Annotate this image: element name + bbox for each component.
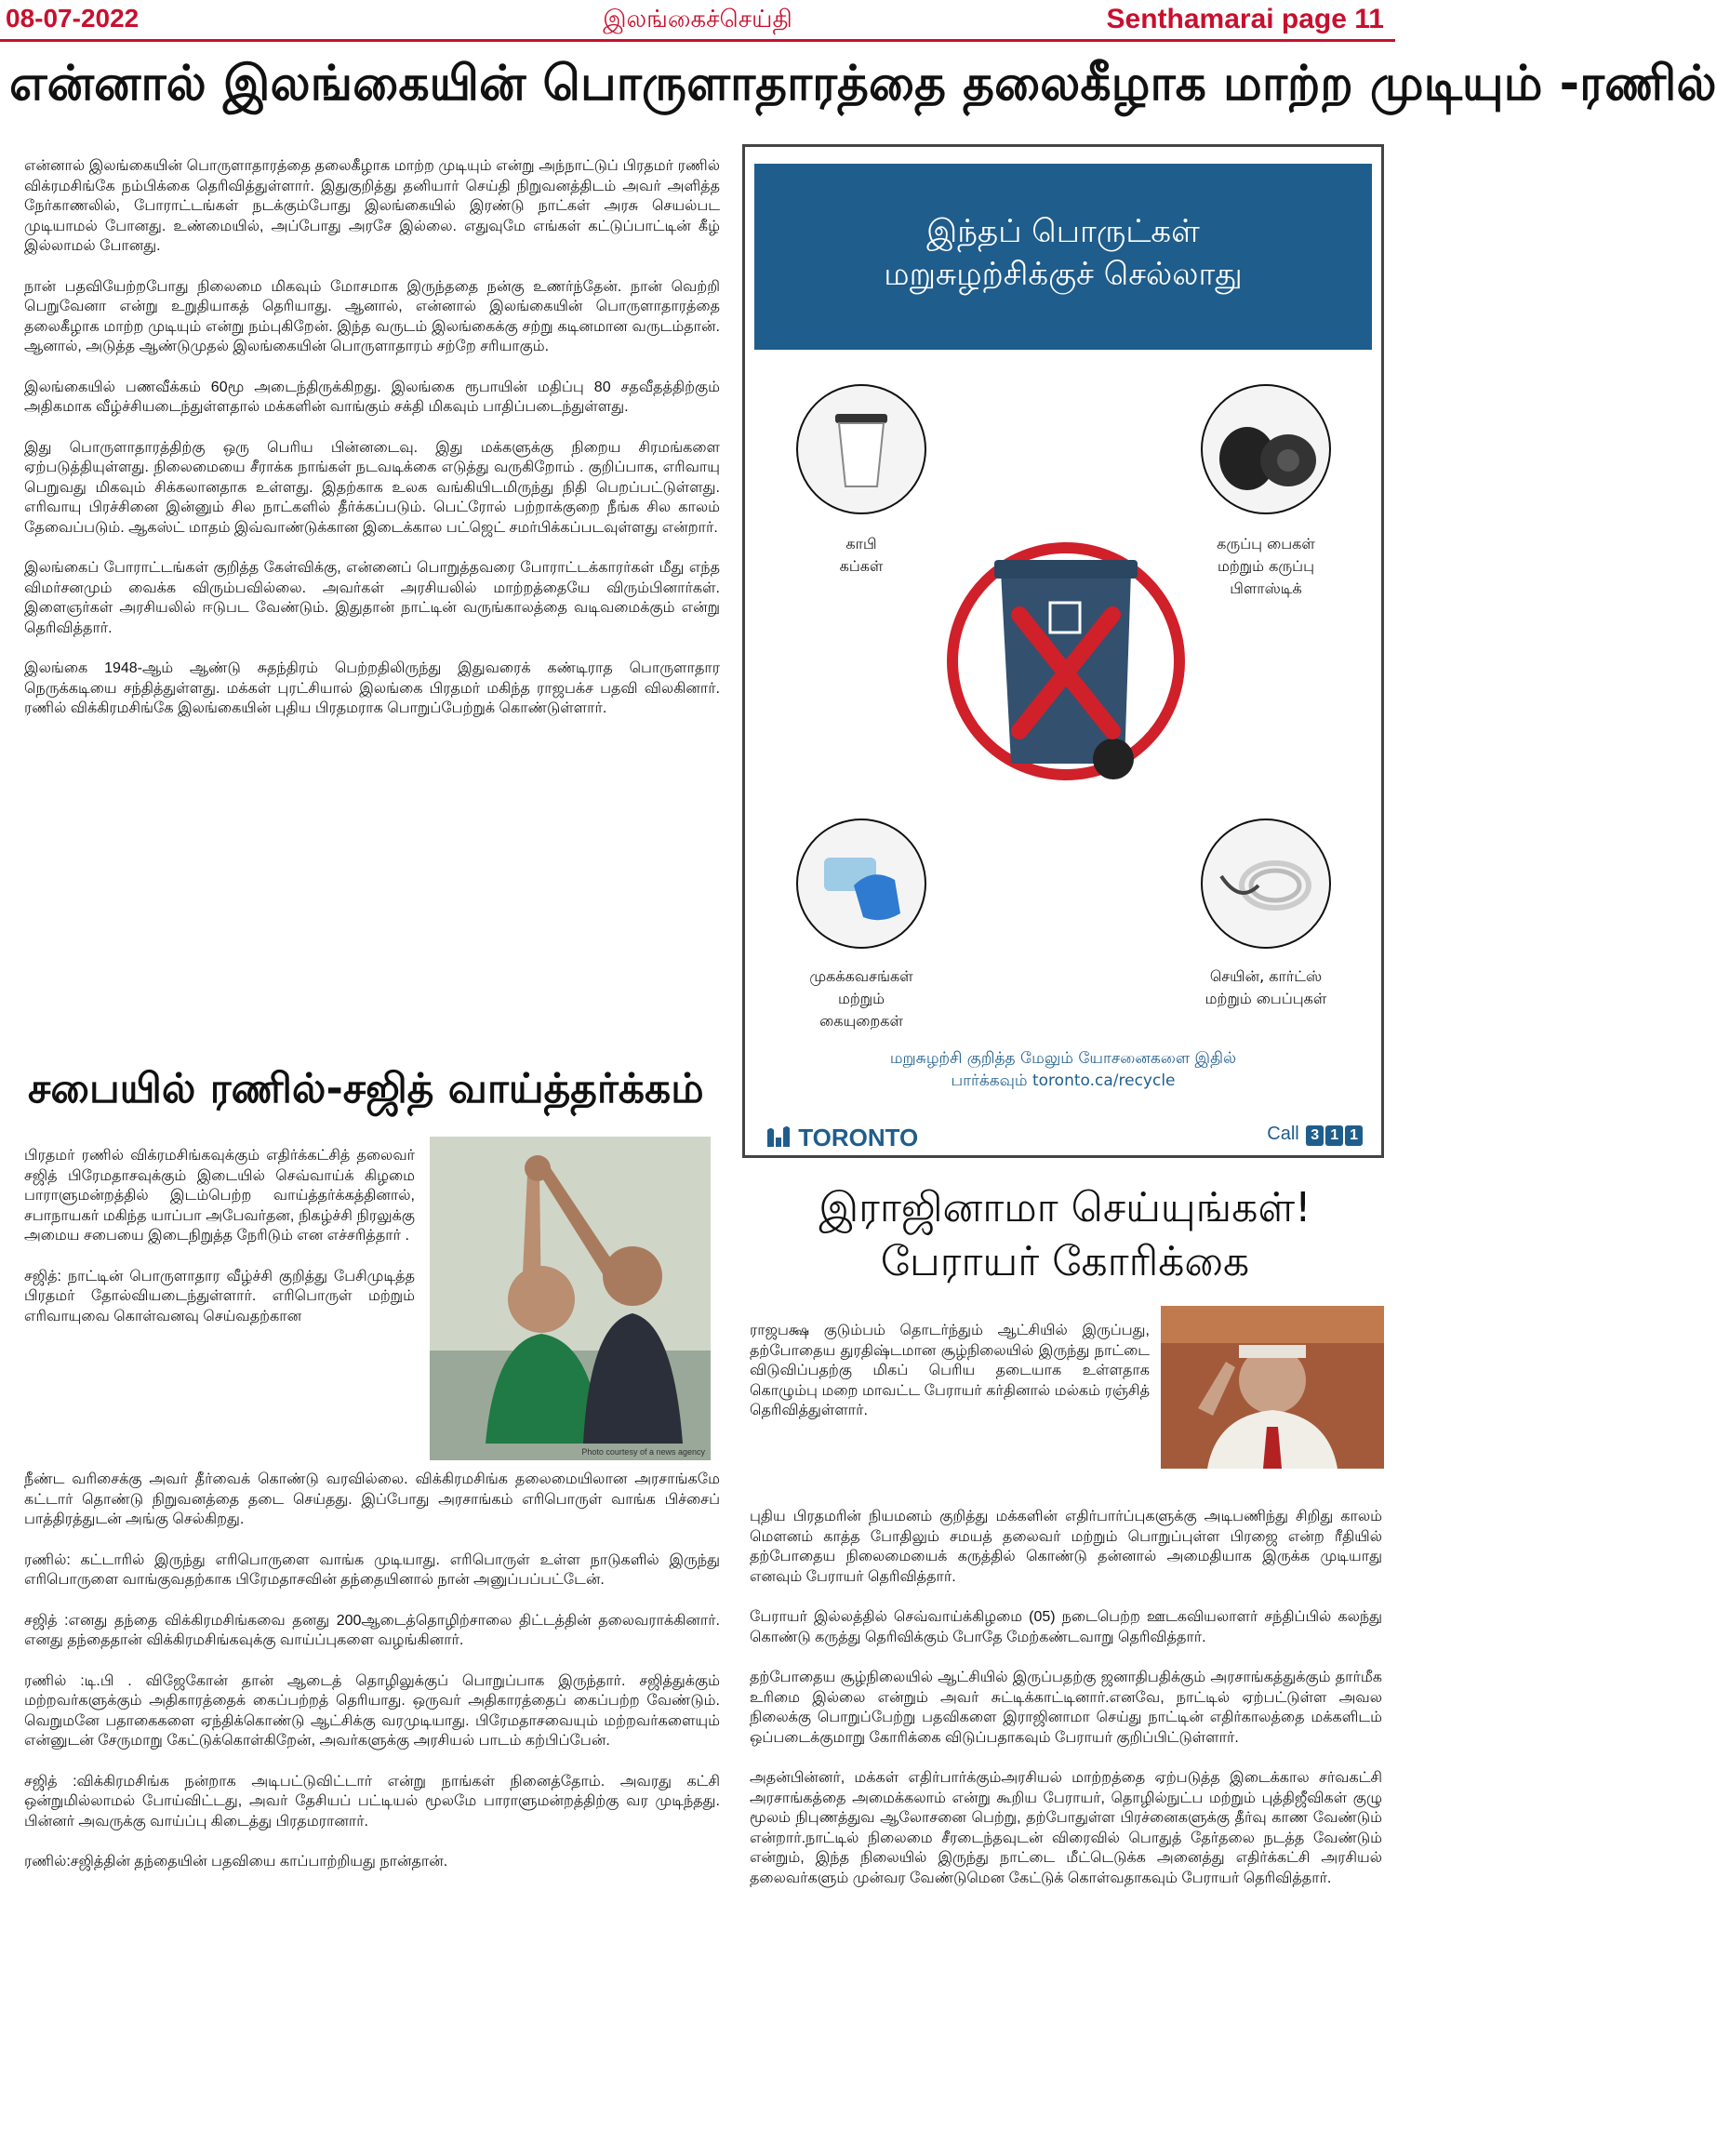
call-311 (1267, 1124, 1363, 1146)
brand-name: TORONTO (798, 1124, 919, 1151)
third-paragraph: பேராயர் இல்லத்தில் செவ்வாய்க்கிழமை (05) நடைபெற்ற ஊடகவியலாளர் சந்திப்பில் கலந்து கொண்டு கருத்து தெரிவிக்கும் போதே மேற்கண்டவாறு தெரிவித்தார். (750, 1609, 1382, 1645)
black-bags-icon (1201, 384, 1331, 514)
coffee-cup-icon (796, 384, 926, 514)
archbishop-photo (1161, 1306, 1384, 1469)
second-paragraph: சஜித்: நாட்டின் பொருளாதார வீழ்ச்சி குறித்து பேசிமுடித்த பிரதமர் தோல்வியடைந்துள்ளார். எரிபொருள் மற்றும் எரிவாயுவை கொள்வனவு செய்வதற்கான (24, 1268, 415, 1324)
ad-banner-line: மறுசுழற்சிக்குச் செல்லாது (884, 256, 1243, 293)
masks-gloves-icon (796, 818, 926, 949)
item-label-bags: கருப்பு பைகள் மற்றும் கருப்பு பிளாஸ்டிக் (1217, 535, 1315, 597)
second-paragraph: நீண்ட வரிசைக்கு அவர் தீர்வைக் கொண்டு வரவில்லை. விக்கிரமசிங்க தலைமையிலான அரசாங்கமே கட்டார் தொண்டு நிறுவனத்தை தடை செய்தது. இப்போது அரசாங்கம் எரிபொருள் வாங்க பிச்சைப் பாத்திரத்துடன் அங்கு செல்கிறது. (24, 1471, 721, 1527)
main-paragraph: இது பொருளாதாரத்திற்கு ஒரு பெரிய பின்னடைவு. இது மக்களுக்கு நிறைய சிரமங்களை ஏற்படுத்தியுள்ளது. நிலைமையை சீராக்க நாங்கள் நடவடிக்கை எடுத்து வருகிறோம் . குறிப்பாக, எரிவாயு பெறுவது மிகவும் சிக்கலானதாக உள்ளது. இதற்காக உலக வங்கியிடமிருந்து நிதி பெறப்பட்டுள்ளது. எரிவாயு பிரச்சினை இன்னும் சில நாட்களில் தீர்க்கப்படும். பெட்ரோல் பற்றாக்குறை நீங்க சில காலம் தேவைப்படும். ஆகஸ்ட் மாதம் இவ்வாண்டுக்கான இடைக்கால பட்ஜெட் சமர்பிக்கப்படவுள்ளது என்றார். (24, 439, 720, 536)
second-paragraph: பிரதமர் ரணில் விக்ரமசிங்கவுக்கும் எதிர்க்கட்சித் தலைவர் சஜித் பிரேமதாசவுக்கும் இடையில் செவ்வாய்க் கிழமை பாராளுமன்றத்தில் இடம்பெற்ற வாய்த்தர்க்கத்தினால், சபாநாயகர் மகிந்த யாப்பா அபேவர்தன, நிகழ்ச்சி நிரலுக்கு அமைய சபையை இடைநிறுத்த நேரிடும் என எச்சரித்தார் . (24, 1148, 415, 1244)
third-story-intro: ராஜபக்ஷ குடும்பம் தொடர்ந்தும் ஆட்சியில் இருப்பது, தற்போதைய துரதிஷ்டமான சூழ்நிலையில் இருந்து நாட்டை விடுவிப்பதற்கு மிகப் பெரிய தடையாக உள்ளதாக கொழும்பு மறை மாவட்ட பேராயர் கர்தினால் மல்கம் ரஞ்சித் தெரிவித்துள்ளார். (750, 1323, 1150, 1418)
second-paragraph: ரணில்: கட்டாரில் இருந்து எரிபொருளை வாங்க முடியாது. எரிபொருள் உள்ள நாடுகளில் இருந்து எரிபொருளை வாங்குவதற்காக பிரேமதாசவின் தந்தையினால் நான் அனுப்பப்பட்டேன். (24, 1551, 720, 1588)
second-story-body (24, 1470, 720, 1893)
toronto-logo (765, 1124, 918, 1152)
ad-banner (754, 164, 1372, 350)
item-label-cords: செயின், கார்ட்ஸ் மற்றும் பைப்புகள் (1205, 967, 1327, 1007)
garbage-bin-prohibited-icon (940, 526, 1191, 796)
photo-caption: Photo courtesy of a news agency (581, 1447, 705, 1457)
recycle-ad (742, 144, 1384, 1158)
city-hall-icon (765, 1125, 792, 1149)
paper-name: இலங்கைச்செய்தி (603, 6, 792, 33)
second-headline: சபையில் ரணில்-சஜித் வாய்த்தர்க்கம் (28, 1065, 704, 1112)
main-paragraph: இலங்கைப் போராட்டங்கள் குறித்த கேள்விக்கு, என்னைப் பொறுத்தவரை போராட்டக்காரர்கள் மீது எந்த விமர்சனமும் வைக்க விரும்பவில்லை. அவர்கள் அரசியலில் மாற்றத்தையே விரும்பினார்கள். இளைஞர்கள் அரசியலில் ஈடுபட வேண்டும். இதுதான் நாட்டின் வருங்காலத்தை வடிவமைக்கும் என்று தெரிவித்தார். (24, 560, 720, 636)
third-paragraph: புதிய பிரதமரின் நியமனம் குறித்து மக்களின் எதிர்பார்ப்புகளுக்கு அடிபணிந்து சிறிது காலம் மௌனம் காத்த போதிலும் சமயத் தலைவர் மற்றும் பொறுப்புள்ள பிரஜை என்ற ரீதியில் தற்போதைய நிலைமையைக் கருத்தில் கொண்டு தன்னால் அமைதியாக இருக்க முடியாது எனவும் பேராயர் தெரிவித்தார். (750, 1509, 1382, 1585)
issue-date: 08-07-2022 (6, 4, 140, 33)
third-paragraph: தற்போதைய சூழ்நிலையில் ஆட்சியில் இருப்பதற்கு ஜனாதிபதிக்கும் அரசாங்கத்துக்கும் தார்மீக உரிமை இல்லை என்றும் அவர் சுட்டிக்காட்டினார்.எனவே, நாட்டில் ஏற்பட்டுள்ள அவல நிலைக்கு பொறுப்பேற்று பதவிகளை இராஜினாமா செய்து நாட்டின் எதிர்காலத்தை மக்களிடம் ஒப்படைக்குமாறு கோரிக்கை விடுப்பதாகவும் பேராயர் குறிப்பிட்டுள்ளார். (750, 1670, 1382, 1746)
main-headline: என்னால் இலங்கையின் பொருளாதாரத்தை தலைகீழாக மாற்ற முடியும் -ரணில் (9, 56, 1717, 112)
item-label-coffee: காபி கப்கள் (839, 535, 884, 575)
page-label: Senthamarai page 11 (1106, 4, 1384, 34)
third-paragraph: அதன்பின்னர், மக்கள் எதிர்பார்க்கும்அரசியல் மாற்றத்தை ஏற்படுத்த இடைக்கால சர்வகட்சி அரசாங்கத்தை அமைக்கலாம் என்று கூறிய பேராயர், தொழில்நுட்ப மற்றும் புத்திஜீவிகள் குழு மூலம் நிபுணத்துவ ஆலோசனை பெற்று, தற்போதுள்ள பிரச்னைகளுக்கு தீர்வு காண வேண்டும் என்றார்.நாட்டில் நிலைமை சீரடைந்தவுடன் விரைவில் பொதுத் தேர்தலை நடத்த வேண்டும் என்றும், இந்த நிலையில் இருந்து நாட்டை மீட்டெடுக்க அனைத்து எதிர்க்கட்சி அரசியல் தலைவர்களும் முன்வர வேண்டுமென கேட்டுக் கொள்வதாகவும் பேராயர் தெரிவித்தார். (750, 1770, 1382, 1886)
third-headline: இராஜினாமா செய்யுங்கள்! பேராயர் கோரிக்கை (819, 1184, 1311, 1285)
second-paragraph: ரணில் :டி.பி . விஜேகோன் தான் ஆடைத் தொழிலுக்குப் பொறுப்பாக இருந்தார். சஜித்துக்கும் மற்றவர்களுக்கும் அதிகாரத்தைக் கைப்பற்றத் தெரியாது. ஒருவர் அதிகாரத்தைப் கைப்பற்ற வேண்டும். வெறுமனே பதாகைகளை ஏந்திக்கொண்டு ஆட்சிக்கு வரமுடியாது. பிரேமதாசவையும் மற்றவர்களையும் என்னுடன் சேருமாறு கேட்டுக்கொள்கிறேன், அவர்களுக்கு அரசியல் பாடம் கற்பிப்பேன். (24, 1672, 720, 1749)
main-story-body (24, 156, 720, 739)
main-paragraph: என்னால் இலங்கையின் பொருளாதாரத்தை தலைகீழாக மாற்ற முடியும் என்று அந்நாட்டுப் பிரதமர் ரணில் விக்ரமசிங்கே நம்பிக்கை தெரிவித்துள்ளார். இதுகுறித்து தனியார் செய்தி நிறுவனத்திடம் அவர் அளித்த நேர்காணலில், போராட்டங்கள் நடக்கும்போது இலங்கையில் இரண்டு நாட்கள் அரசு செயல்பட முடியாமல் போனது. உண்மையில், அப்போது அரசே இல்லை. எதுவுமே எங்கள் கட்டுப்பாட்டின் கீழ் இல்லாமல் போனது. (24, 158, 720, 254)
main-paragraph: இலங்கை 1948-ஆம் ஆண்டு சுதந்திரம் பெற்றதிலிருந்து இதுவரைக் கண்டிராத பொருளாதார நெருக்கடியை சந்தித்துள்ளது. மக்கள் புரட்சியால் இலங்கை பிரதமர் மகிந்த ராஜபக்ச பதவி விலகினார். ரணில் விக்கிரமசிங்கே இலங்கையின் புதிய பிரதமராக பொறுப்பேற்றுக் கொண்டுள்ளார். (24, 660, 720, 716)
third-story-body (750, 1507, 1382, 1909)
second-paragraph: சஜித் :எனது தந்தை விக்கிரமசிங்கவை தனது 200ஆடைத்தொழிற்சாலை திட்டத்தின் தலைவராக்கினார். எனது தந்தைதான் விக்கிரமசிங்கவுக்கு வாய்ப்புகளை வழங்கினார். (24, 1612, 720, 1648)
header-divider (0, 39, 1395, 42)
item-label-masks: முகக்கவசங்கள் மற்றும் கையுறைகள் (809, 967, 913, 1030)
second-paragraph: சஜித் :விக்கிரமசிங்க நன்றாக அடிபட்டுவிட்டார் என்று நாங்கள் நினைத்தோம். அவரது கட்சி ஒன்றுமில்லாமல் போய்விட்டது, அவர் தேசியப் பட்டியல் மூலமே பாராளுமன்றத்திற்கு வர முடிந்தது. பின்னர் அவருக்கு வாய்ப்பு கிடைத்து பிரதமரானார். (24, 1773, 720, 1830)
ranil-sajith-photo (430, 1137, 711, 1460)
second-paragraph: ரணில்:சஜித்தின் தந்தையின் பதவியை காப்பாற்றியது நான்தான். (24, 1854, 448, 1870)
call-digit: 1 (1345, 1125, 1363, 1146)
main-paragraph: இலங்கையில் பணவீக்கம் 60மூ அடைந்திருக்கிறது. இலங்கை ரூபாயின் மதிப்பு 80 சதவீதத்திற்கும் அதிகமாக வீழ்ச்சியடைந்துள்ளதால் மக்களின் வாங்கும் சக்தி மிகவும் பாதிப்படைந்துள்ளது. (24, 379, 720, 415)
cords-hoses-icon (1201, 818, 1331, 949)
call-label: Call (1267, 1124, 1299, 1144)
ad-banner-line: இந்தப் பொருட்கள் (926, 213, 1200, 250)
call-digit: 3 (1306, 1125, 1324, 1146)
page-header (0, 0, 1395, 35)
second-story-intro (24, 1146, 415, 1326)
ad-footer: மறுசுழற்சி குறித்த மேலும் யோசனைகளை இதில் பார்க்கவும் toronto.ca/recycle (889, 1049, 1237, 1090)
main-paragraph: நான் பதவியேற்றபோது நிலைமை மிகவும் மோசமாக இருந்ததை நன்கு உணர்ந்தேன். நான் வெற்றி பெறுவேனா என்று உறுதியாகத் தெரியாது. ஆனால், என்னால் இலங்கையின் பொருளாதாரத்தை தலைகீழாக மாற்ற முடியும் என்று நம்புகிறேன். இந்த வருடம் இலங்கைக்கு சற்று கடினமான வருடம்தான். ஆனால், அடுத்த ஆண்டுமுதல் இலங்கையின் பொருளாதாரம் சற்றே சரியாகும். (24, 278, 720, 354)
call-digit: 1 (1325, 1125, 1343, 1146)
